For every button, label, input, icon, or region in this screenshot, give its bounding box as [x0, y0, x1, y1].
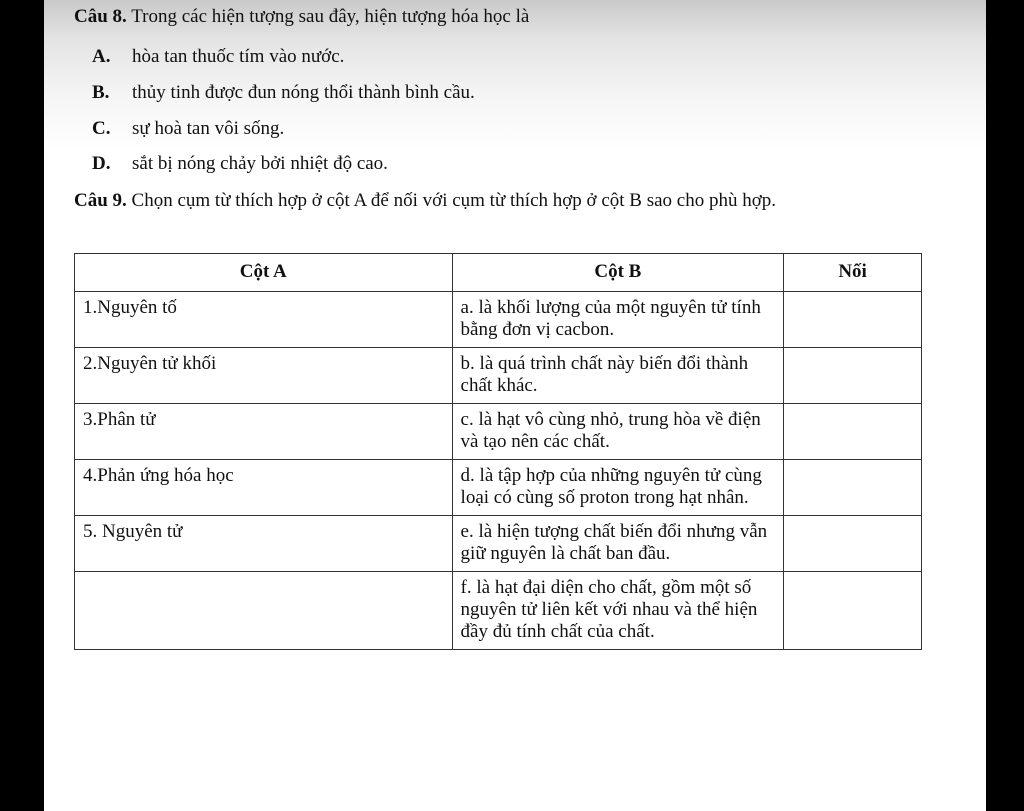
- option-letter: B.: [92, 82, 110, 103]
- question-9: [74, 190, 776, 212]
- question-8-text: Trong các hiện tượng sau đây, hiện tượng hóa học là: [131, 6, 530, 27]
- q8-option-d: [92, 153, 388, 175]
- header-connect: Nối: [784, 254, 922, 292]
- cell-column-a: 5. Nguyên tử: [75, 516, 453, 572]
- option-text: sự hoà tan vôi sống.: [132, 118, 285, 139]
- cell-connect: [784, 516, 922, 572]
- table-row: [75, 348, 922, 404]
- table-row: [75, 572, 922, 650]
- cell-connect: [784, 292, 922, 348]
- option-letter: A.: [92, 46, 111, 67]
- q8-option-a: [92, 46, 344, 68]
- table-row: [75, 292, 922, 348]
- document-page: [44, 0, 986, 811]
- option-letter: D.: [92, 153, 111, 174]
- q8-option-b: [92, 82, 475, 104]
- cell-connect: [784, 348, 922, 404]
- cell-column-b: f. là hạt đại diện cho chất, gồm một số nguyên tử liên kết với nhau và thể hiện đầy đủ tính chất của chất.: [452, 572, 784, 650]
- cell-connect: [784, 404, 922, 460]
- header-column-b: Cột B: [452, 254, 784, 292]
- cell-column-a: 1.Nguyên tố: [75, 292, 453, 348]
- option-text: sắt bị nóng chảy bởi nhiệt độ cao.: [132, 153, 388, 174]
- cell-connect: [784, 460, 922, 516]
- q8-option-c: [92, 118, 284, 140]
- cell-column-a: [75, 572, 453, 650]
- question-9-text: Chọn cụm từ thích hợp ở cột A để nối với cụm từ thích hợp ở cột B sao cho phù hợp.: [131, 190, 777, 211]
- option-letter: C.: [92, 118, 111, 139]
- question-8: [74, 6, 529, 28]
- question-9-label: Câu 9.: [74, 190, 127, 211]
- cell-connect: [784, 572, 922, 650]
- cell-column-b: e. là hiện tượng chất biến đổi nhưng vẫn giữ nguyên là chất ban đầu.: [452, 516, 784, 572]
- option-text: thủy tinh được đun nóng thổi thành bình cầu.: [132, 82, 475, 103]
- option-text: hòa tan thuốc tím vào nước.: [132, 46, 345, 67]
- cell-column-a: 2.Nguyên tử khối: [75, 348, 453, 404]
- matching-table: [74, 253, 922, 650]
- table-row: [75, 460, 922, 516]
- cell-column-b: b. là quá trình chất này biến đổi thành chất khác.: [452, 348, 784, 404]
- table-row: [75, 404, 922, 460]
- table-header-row: [75, 254, 922, 292]
- cell-column-a: 4.Phản ứng hóa học: [75, 460, 453, 516]
- cell-column-b: d. là tập hợp của những nguyên tử cùng loại có cùng số proton trong hạt nhân.: [452, 460, 784, 516]
- table-row: [75, 516, 922, 572]
- cell-column-a: 3.Phân tử: [75, 404, 453, 460]
- cell-column-b: a. là khối lượng của một nguyên tử tính bằng đơn vị cacbon.: [452, 292, 784, 348]
- question-8-label: Câu 8.: [74, 6, 127, 27]
- cell-column-b: c. là hạt vô cùng nhỏ, trung hòa về điện và tạo nên các chất.: [452, 404, 784, 460]
- header-column-a: Cột A: [75, 254, 453, 292]
